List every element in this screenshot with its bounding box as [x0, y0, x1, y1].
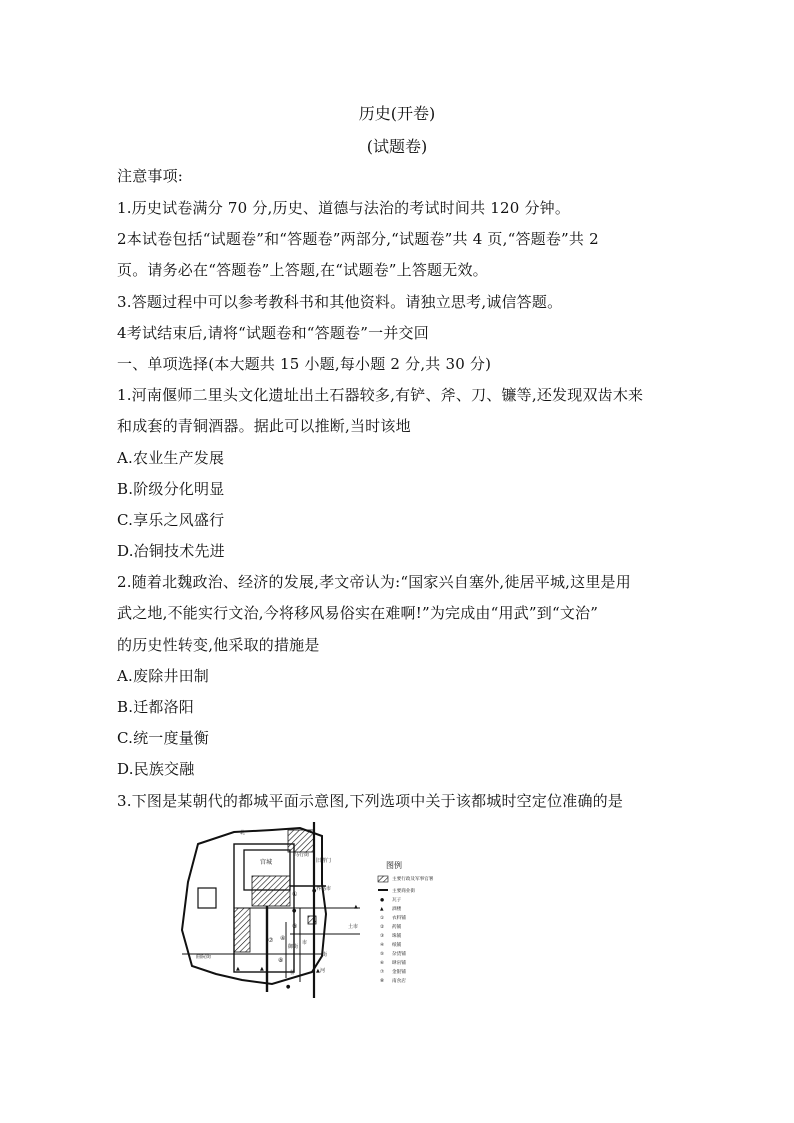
legend-item: 南食店	[392, 979, 406, 984]
map-label: 旧曹门	[316, 858, 332, 864]
legend-item: 主要行政及军事官署	[392, 877, 434, 882]
notice-item: 1.历史试卷满分 70 分,历史、道德与法治的考试时间共 120 分钟。	[117, 199, 571, 217]
question-2-stem: 武之地,不能实行文治,今将移风易俗实在难啊!”为完成由“用武”到“文治”	[117, 604, 599, 622]
office-block	[234, 908, 250, 952]
page-subtitle: (试题卷)	[366, 137, 428, 156]
legend-marker: ●	[380, 898, 385, 903]
wazi-marker: ●	[312, 888, 317, 894]
question-2-option-c[interactable]: C.统一度量衡	[117, 729, 210, 747]
map-label: 河	[320, 968, 326, 974]
legend-title: 图例	[386, 861, 402, 870]
notice-item: 2本试卷包括“试题卷”和“答题卷”两部分,“试题卷”共 4 页,“答题卷”共 2	[117, 230, 599, 248]
shop-number: ①	[292, 891, 298, 898]
city-plan-map	[160, 822, 490, 1000]
shop-number: ④	[280, 935, 286, 942]
map-label: 御街	[288, 944, 299, 950]
legend-marker: ③	[380, 934, 385, 939]
map-label: 土市	[348, 924, 359, 930]
question-1-stem: 1.河南偃师二里头文化遗址出土石器较多,有铲、斧、刀、镰等,还发现双齿木来	[117, 386, 644, 404]
legend-item: 衣料铺	[392, 916, 406, 921]
question-1-option-c[interactable]: C.享乐之风盛行	[117, 511, 225, 529]
question-2-stem: 的历史性转变,他采取的措施是	[117, 636, 320, 654]
wazi-marker: ●	[286, 984, 291, 990]
map-label: 曲院街	[196, 954, 212, 960]
shop-number: ③	[292, 923, 298, 930]
legend-item: 瓦子	[392, 898, 402, 903]
legend-swatch	[378, 876, 388, 882]
question-1-stem: 和成套的青铜酒器。据此可以推断,当时该地	[117, 417, 411, 435]
question-3-stem: 3.下图是某朝代的都城平面示意图,下列选项中关于该都城时空定位准确的是	[117, 792, 624, 810]
legend-marker: ②	[380, 925, 385, 930]
map-label: 北	[240, 830, 246, 836]
question-1-option-b[interactable]: B.阶级分化明显	[117, 480, 225, 498]
shop-number: ⑦	[268, 937, 274, 944]
notice-heading: 注意事项:	[117, 167, 184, 185]
map-label: 马行街	[294, 852, 310, 858]
legend-item: 珠铺	[392, 934, 402, 939]
legend-marker: ①	[380, 916, 385, 921]
legend-marker: ④	[380, 943, 385, 948]
map-label: 桥	[290, 970, 296, 976]
legend-item: 肆帛铺	[392, 961, 406, 966]
legend-item: 主要商业街	[392, 889, 415, 894]
question-1-option-a[interactable]: A.农业生产发展	[117, 449, 225, 467]
palace-label: 宫城	[260, 859, 273, 866]
office-block	[252, 876, 290, 906]
notice-item: 4考试结束后,请将“试题卷和“答题卷”一并交回	[117, 324, 429, 342]
map-label: 界马市	[316, 886, 332, 892]
question-2-option-a[interactable]: A.废除井田制	[117, 667, 210, 685]
question-2-stem: 2.随着北魏政治、经济的发展,孝文帝认为:“国家兴自塞外,徙居平城,这里是用	[117, 573, 631, 591]
page-title: 历史(开卷)	[358, 104, 436, 123]
map-legend	[378, 860, 434, 984]
legend-marker: ▲	[380, 907, 384, 912]
legend-marker: ⑧	[380, 979, 385, 984]
question-2-option-d[interactable]: D.民族交融	[117, 760, 195, 778]
jiulou-marker: ▲	[316, 968, 320, 974]
jiulou-marker: ▲	[260, 966, 264, 972]
legend-marker: ⑥	[380, 961, 385, 966]
shop-number: ⑧	[278, 957, 284, 964]
legend-item: 纸铺	[392, 943, 402, 948]
section-heading: 一、单项选择(本大题共 15 小题,每小题 2 分,共 30 分)	[117, 355, 492, 373]
jiulou-marker: ▲	[354, 904, 358, 910]
notice-item: 页。请务必在“答题卷”上答题,在“试题卷”上答题无效。	[117, 261, 488, 279]
legend-item: 药铺	[392, 925, 402, 930]
office-block	[288, 830, 314, 852]
legend-marker: ⑤	[380, 952, 385, 957]
question-2-option-b[interactable]: B.迁都洛阳	[117, 698, 194, 716]
map-label: 市	[302, 940, 308, 946]
legend-item: 酒楼	[392, 907, 402, 912]
jiulou-marker: ▲	[236, 966, 240, 972]
wazi-marker: ●	[292, 908, 297, 914]
legend-item: 杂货铺	[392, 952, 406, 957]
map-label: 街	[322, 952, 328, 958]
legend-item: 金银铺	[392, 970, 406, 975]
notice-item: 3.答题过程中可以参考教科书和其他资料。请独立思考,诚信答题。	[117, 293, 563, 311]
question-1-option-d[interactable]: D.冶铜技术先进	[117, 542, 225, 560]
legend-marker: ⑦	[380, 970, 385, 975]
block	[198, 888, 216, 908]
